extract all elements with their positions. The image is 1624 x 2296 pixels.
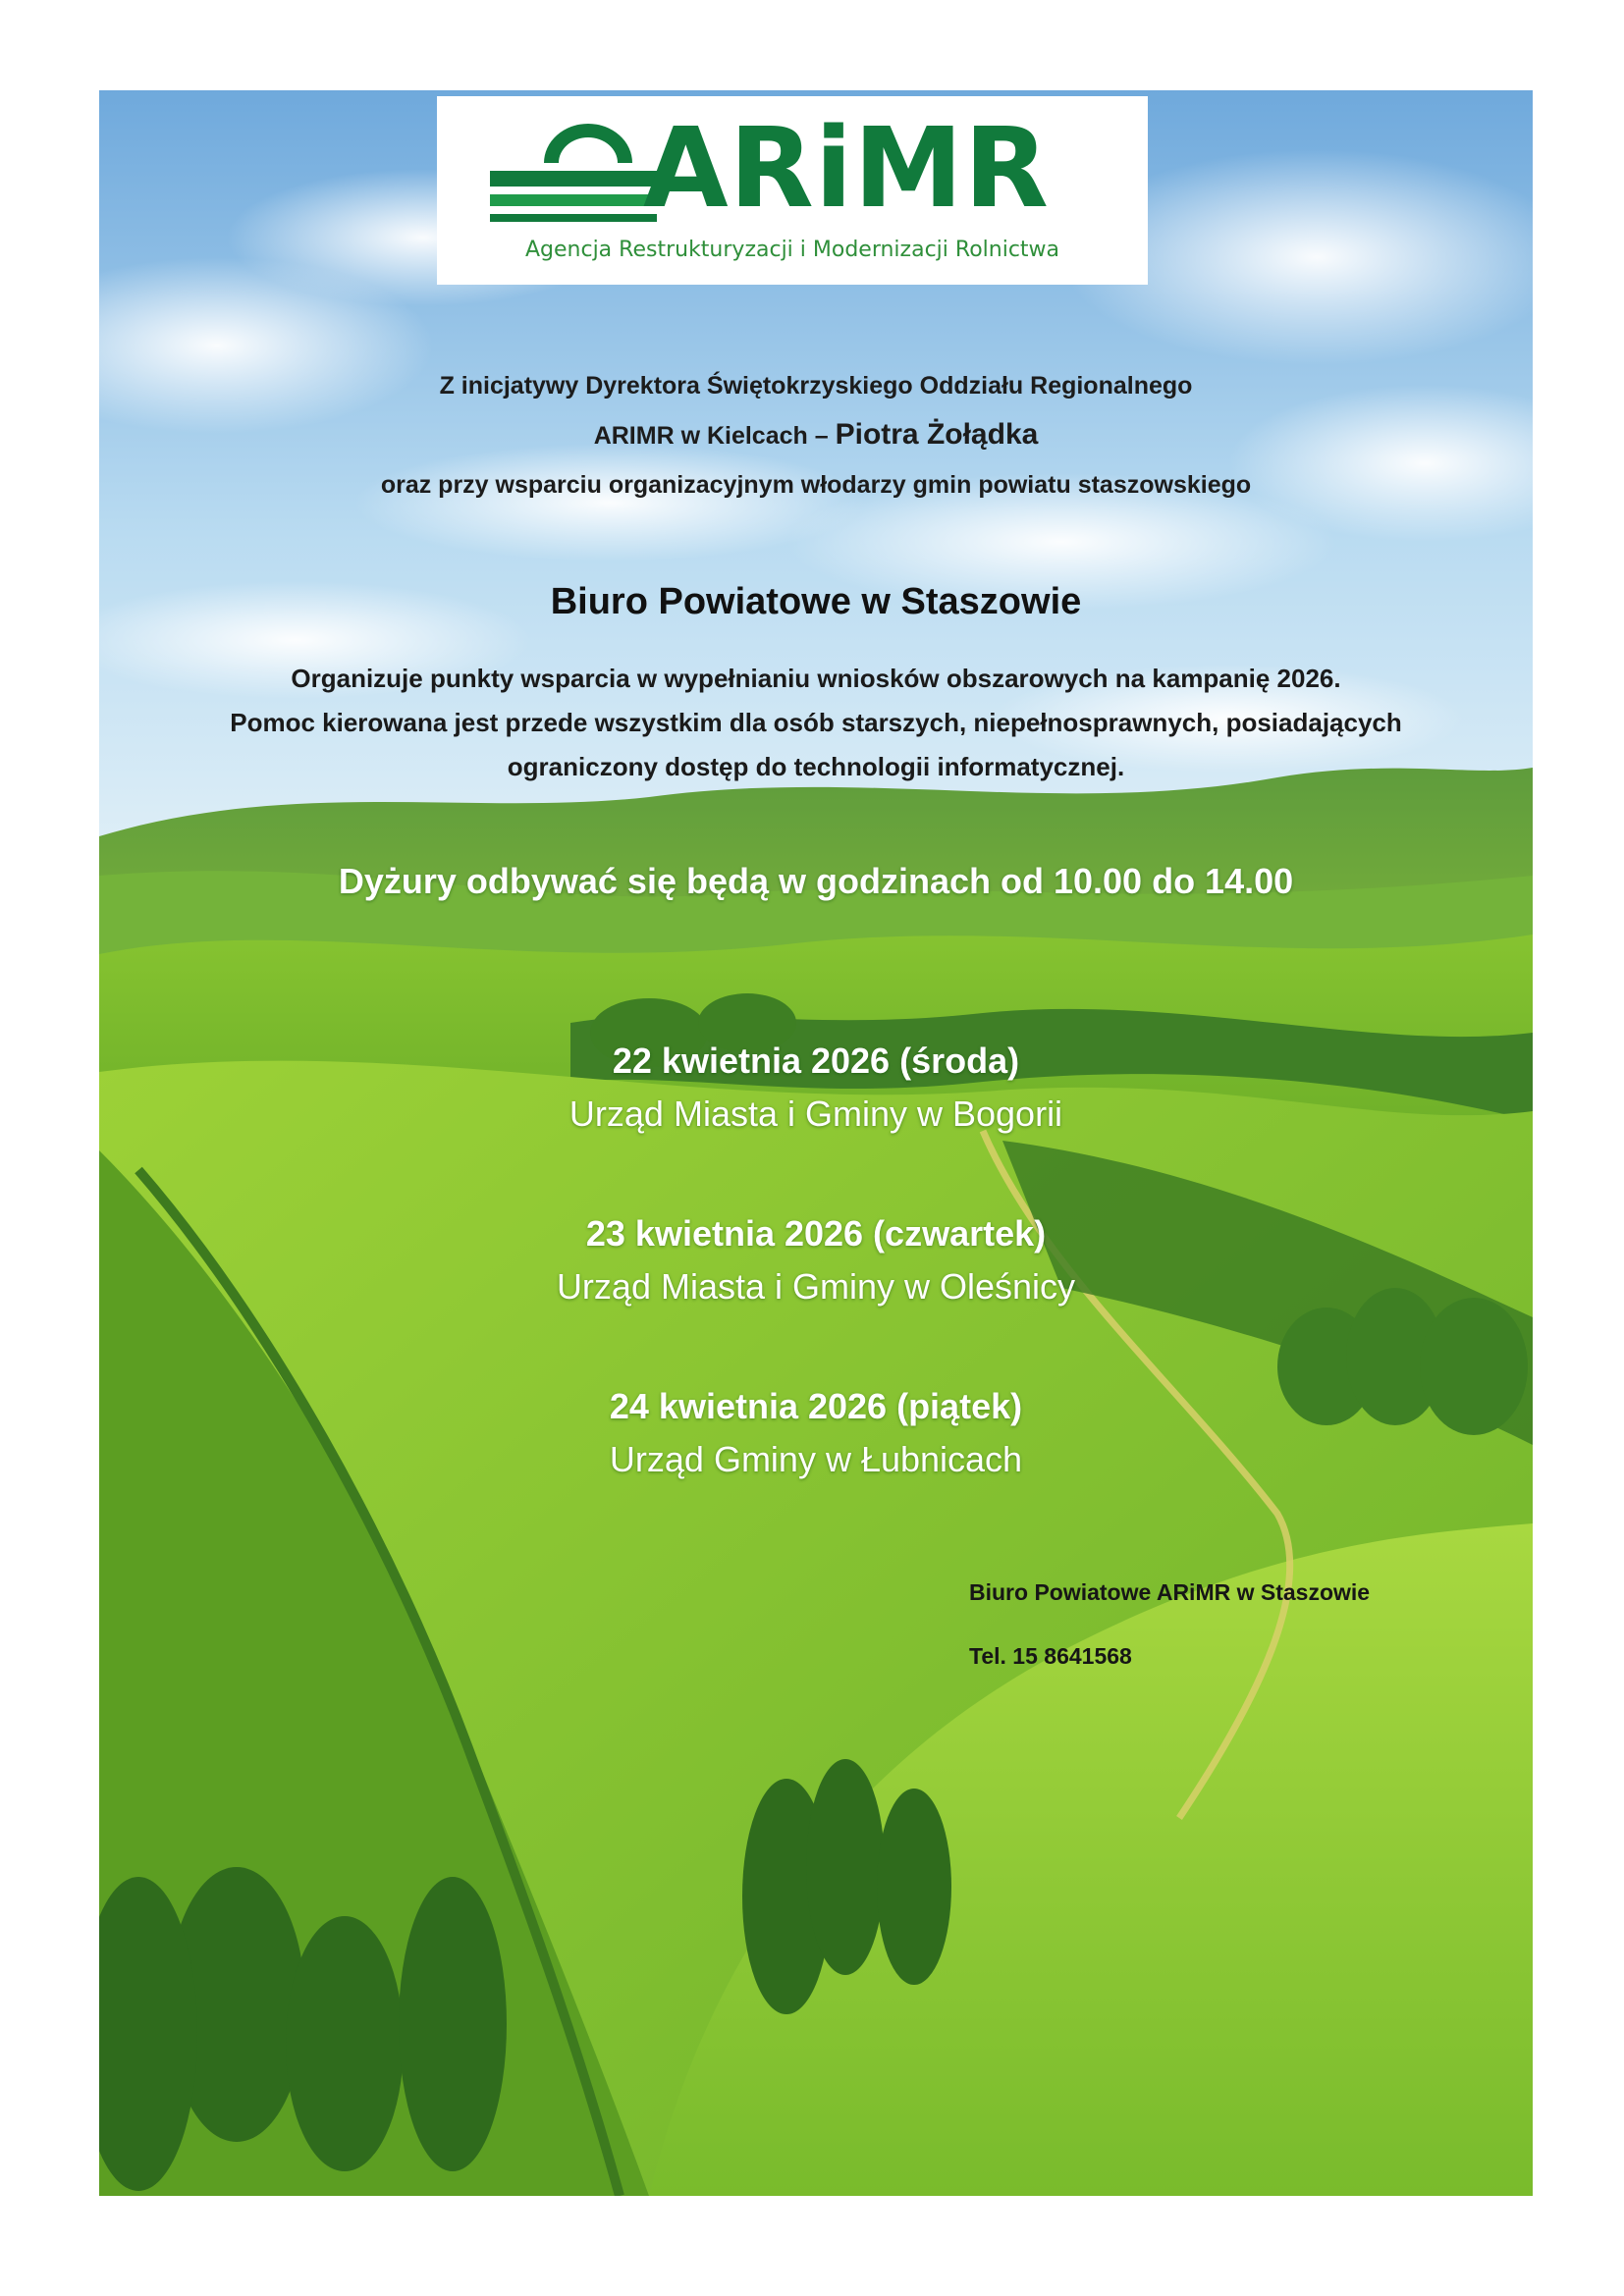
schedule-item: [99, 1213, 1533, 1308]
director-name: Piotra Żołądka: [835, 418, 1039, 451]
schedule-item: [99, 1041, 1533, 1135]
intro-line-1: Z inicjatywy Dyrektora Świętokrzyskiego Oddziału Regionalnego: [439, 372, 1193, 400]
office-title: Biuro Powiatowe w Staszowie: [550, 581, 1082, 622]
schedule-date: 24 kwietnia 2026 (piątek): [609, 1386, 1023, 1426]
office-hours: Dyżury odbywać się będą w godzinach od 10.00 do 14.00: [338, 861, 1294, 901]
description-line-2: Pomoc kierowana jest przede wszystkim dla osób starszych, niepełnosprawnych, posiadających: [230, 708, 1402, 737]
poster: [99, 90, 1533, 2196]
intro-line-2: [99, 410, 1533, 460]
schedule-place: Urząd Miasta i Gminy w Oleśnicy: [556, 1266, 1076, 1307]
intro-line-3: oraz przy wsparciu organizacyjnym włodarzy gmin powiatu staszowskiego: [380, 471, 1252, 499]
arimr-emblem-icon: [490, 124, 657, 232]
intro-line-2-prefix: ARIMR w Kielcach –: [593, 422, 836, 450]
description-line-3: ograniczony dostęp do technologii informatycznej.: [507, 752, 1125, 781]
description-line-1: Organizuje punkty wsparcia w wypełnianiu wniosków obszarowych na kampanię 2026.: [291, 664, 1341, 693]
logo-subtitle: Agencja Restrukturyzacji i Modernizacji Rolnictwa: [524, 238, 1060, 262]
schedule-date: 23 kwietnia 2026 (czwartek): [585, 1213, 1047, 1254]
schedule-item: [99, 1386, 1533, 1480]
footer-phone: Tel. 15 8641568: [969, 1643, 1132, 1669]
logo-wordmark: ARiMR: [643, 105, 1051, 233]
schedule-place: Urząd Gminy w Łubnicach: [609, 1439, 1023, 1479]
description: [99, 657, 1533, 789]
intro-text: [99, 361, 1533, 509]
schedule-date: 22 kwietnia 2026 (środa): [612, 1041, 1020, 1081]
arimr-logo: [437, 96, 1148, 285]
footer-office: Biuro Powiatowe ARiMR w Staszowie: [969, 1579, 1371, 1605]
schedule-place: Urząd Miasta i Gminy w Bogorii: [568, 1094, 1063, 1134]
